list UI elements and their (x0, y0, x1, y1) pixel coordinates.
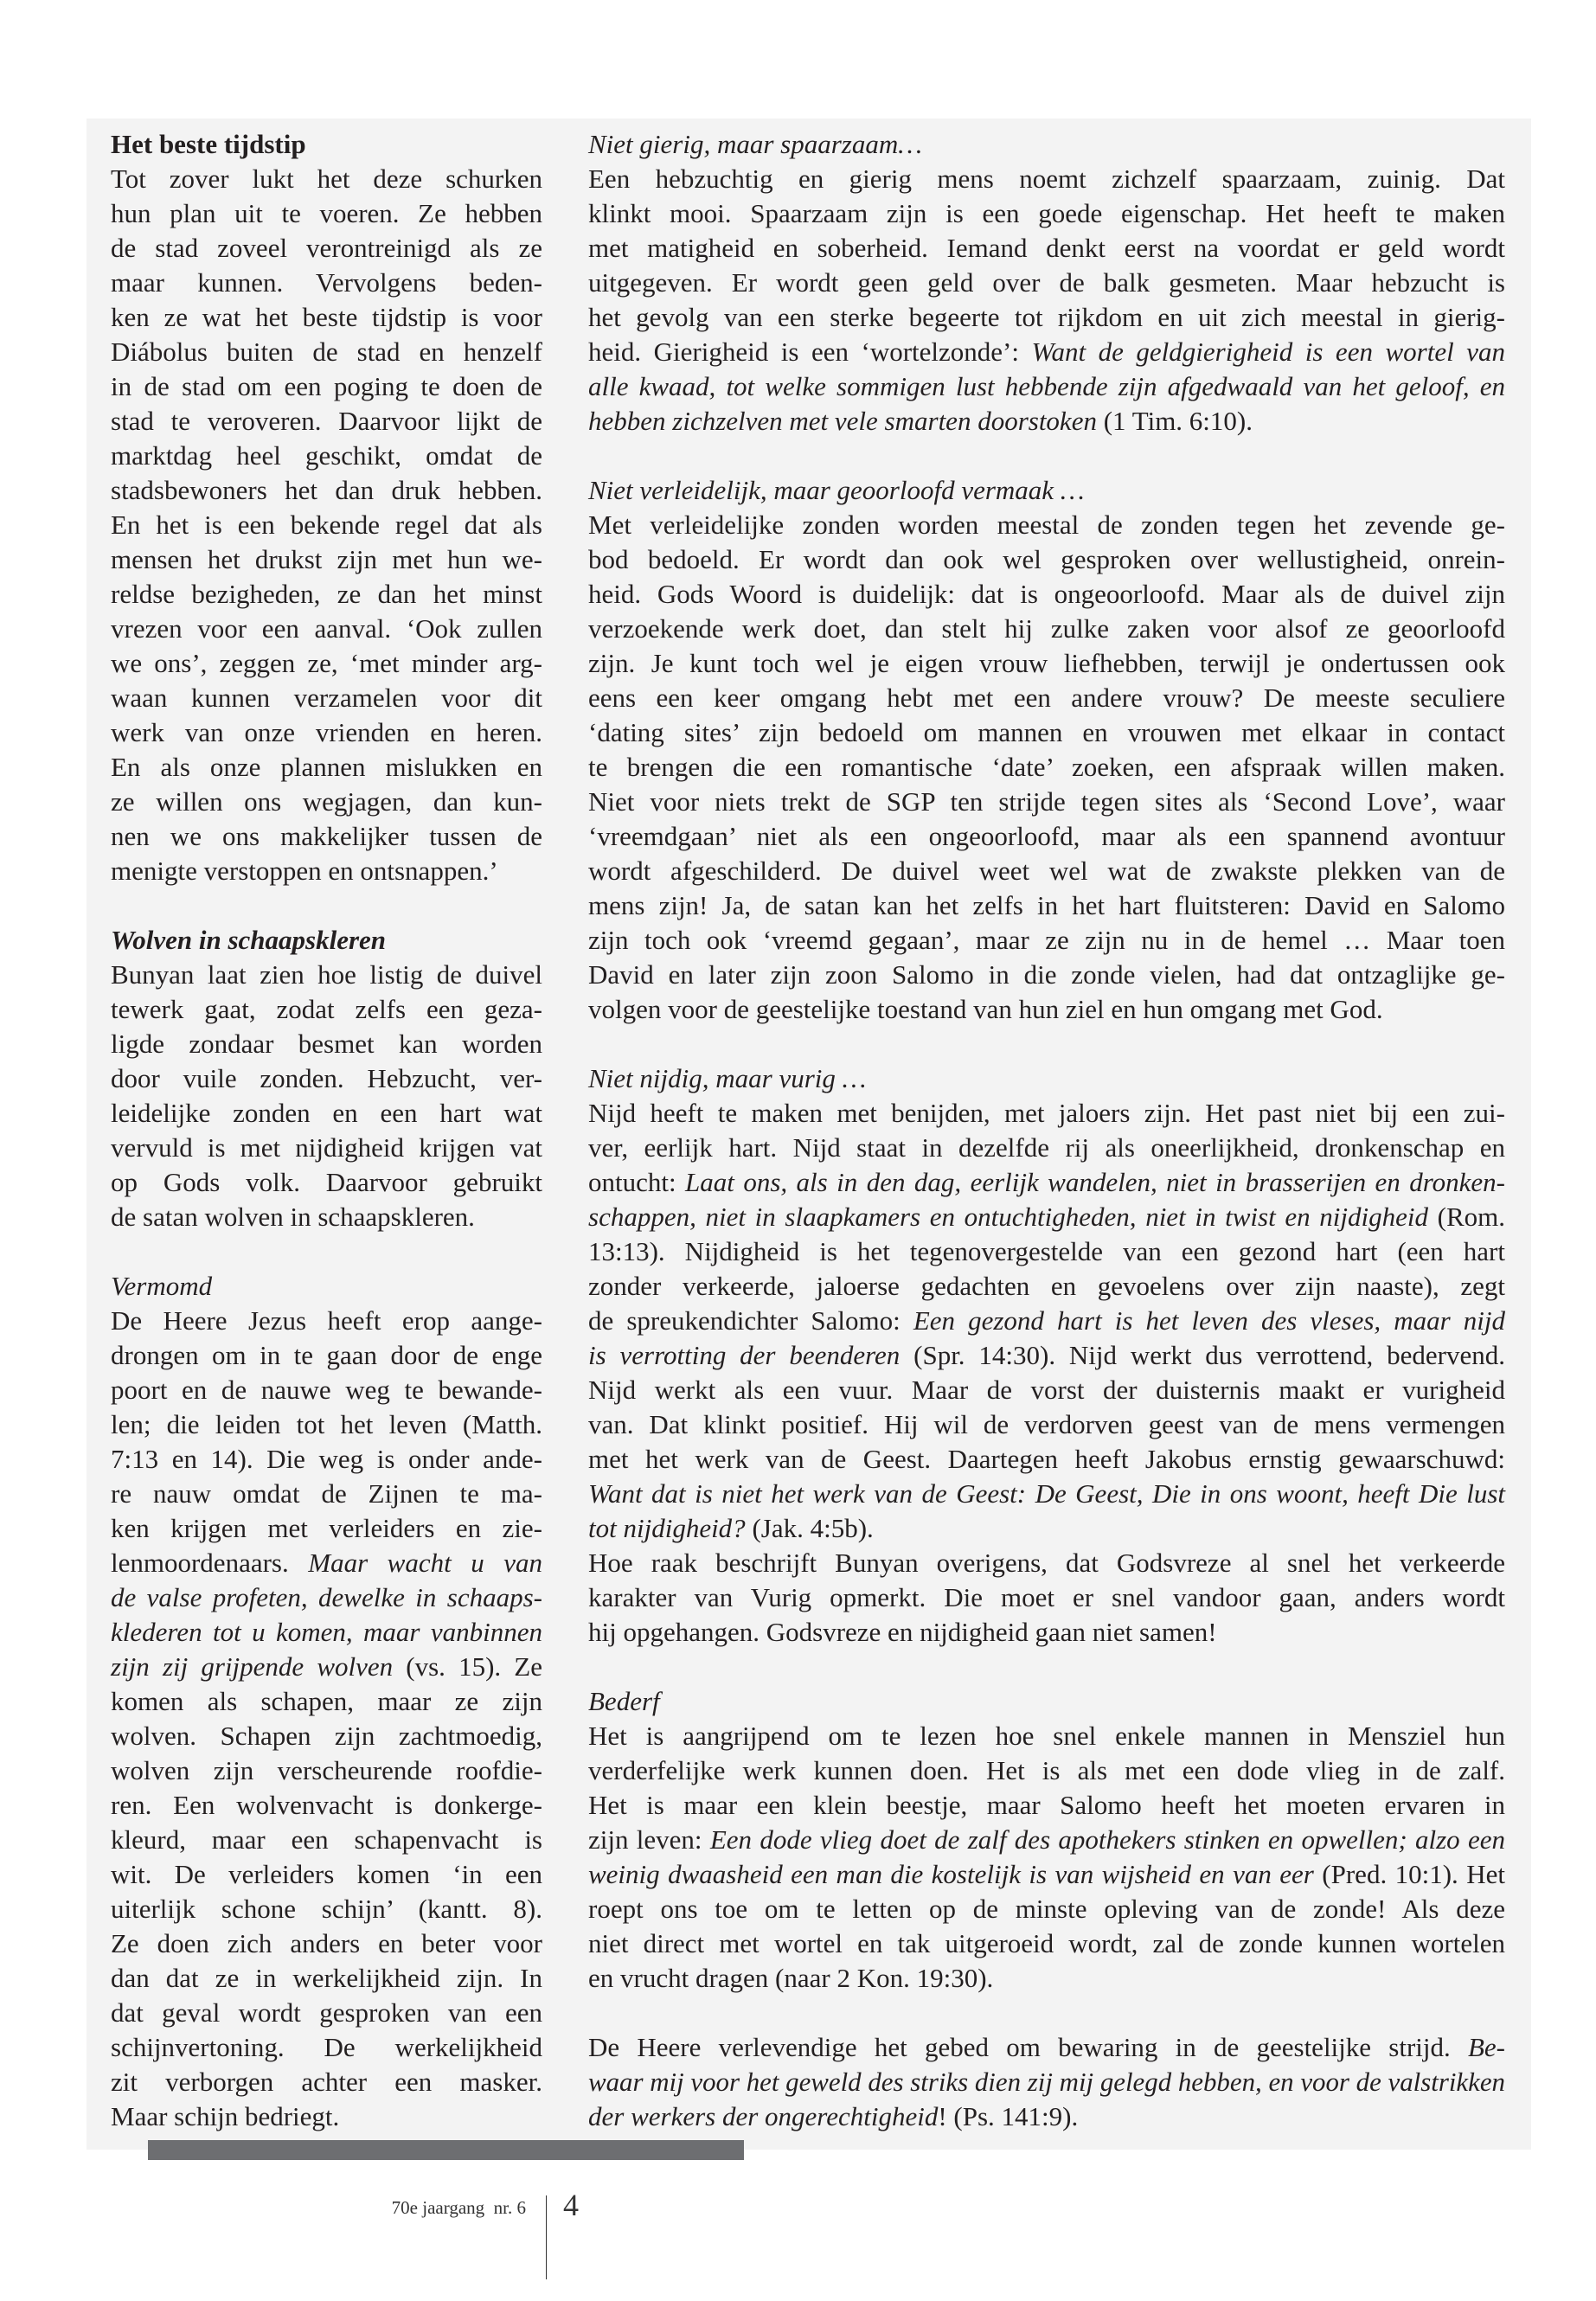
text-line: leidelijke zonden en een hart wat (111, 1098, 542, 1128)
text-line (588, 2030, 1505, 2065)
text-line: ver, eerlijk hart. Nijd staat in dezelfde rij als oneerlijkheid, dronkenschap en (588, 1132, 1505, 1163)
text-run: ! (Ps. 141:9). (938, 2101, 1079, 2131)
text-line: klinkt mooi. Spaarzaam zijn is een goede eigenschap. Het heeft te maken (588, 198, 1505, 228)
text-line: zonder verkeerde, jaloerse gedachten en gevoelens over zijn naaste), zegt (588, 1271, 1505, 1301)
scripture-quote: waar mij voor het geweld des striks dien zij mij gelegd hebben, en voor de valstrikken (588, 2067, 1505, 2097)
page-number: 4 (563, 2188, 579, 2222)
text-line: van. Dat klinkt positief. Hij wil de verdorven geest van de mens vermengen (588, 1409, 1505, 1439)
text-line (588, 1304, 1505, 1338)
scripture-quote: schappen, niet in slaapkamers en ontuchtigheden, niet in twist en nijdigheid (588, 1202, 1428, 1232)
scripture-quote: Een gezond hart is het leven des vleses, maar nijd (913, 1305, 1505, 1336)
section-heading: Niet nijdig, maar vurig … (588, 1063, 867, 1093)
text-line: op Gods volk. Daarvoor gebruikt (111, 1167, 542, 1197)
text-run: (vs. 15). Ze (393, 1651, 542, 1682)
text-run: zijn leven: (588, 1824, 710, 1855)
text-line: drongen om in te gaan door de enge (111, 1340, 542, 1370)
text-line: met matigheid en soberheid. Iemand denkt eerst na voordat er geld wordt (588, 233, 1505, 263)
text-line (111, 1650, 542, 1684)
text-line: dat geval wordt gesproken van een (111, 1997, 542, 2028)
text-line (588, 1857, 1505, 1892)
scripture-quote: alle kwaad, tot welke sommigen lust hebbende zijn afgedwaald van het geloof, en (588, 371, 1505, 401)
text-line: poort en de nauwe weg te bewande- (111, 1375, 542, 1405)
text-line: waan kunnen verzamelen voor dit (111, 683, 542, 713)
section-heading: Niet gierig, maar spaarzaam… (588, 129, 922, 159)
text-line: ‘vreemdgaan’ niet als een ongeoorloofd, maar als een spannend avontuur (588, 821, 1505, 851)
paragraph-spacer (588, 1996, 1505, 2030)
text-run: (Rom. (1427, 1202, 1505, 1232)
text-line: ken krijgen met verleiders en zie- (111, 1513, 542, 1543)
text-line: kleurd, maar een schapenvacht is (111, 1824, 542, 1855)
text-line: Het is aangrijpend om te lezen hoe snel enkele mannen in Mensziel hun (588, 1721, 1505, 1751)
text-line: we ons’, zeggen ze, ‘met minder arg- (111, 648, 542, 678)
text-line (111, 1546, 542, 1580)
text-line: len; die leiden tot het leven (Matth. (111, 1409, 542, 1439)
text-line: Nijd werkt als een vuur. Maar de vorst der duisternis maakt er vurigheid (588, 1375, 1505, 1405)
scripture-quote: zijn zij grijpende wolven (111, 1651, 394, 1682)
text-line: Een hebzuchtig en gierig mens noemt zichzelf spaarzaam, zuinig. Dat (588, 163, 1505, 194)
text-line: de satan wolven in schaapskleren. (111, 1202, 475, 1232)
text-line: reldse bezigheden, ze dan het minst (111, 579, 542, 609)
text-line (588, 1338, 1505, 1373)
text-line: nen we ons makkelijker tussen de (111, 821, 542, 851)
paragraph-spacer (111, 888, 542, 923)
text-line: bod bedoeld. Er wordt dan ook wel gesproken over wellustigheid, onrein- (588, 544, 1505, 574)
text-line: En als onze plannen mislukken en (111, 752, 542, 782)
scripture-quote: Want de geldgierigheid is een wortel van (1031, 336, 1505, 367)
text-line: Tot zover lukt het deze schurken (111, 163, 542, 194)
text-line: ‘dating sites’ zijn bedoeld om mannen en vrouwen met elkaar in contact (588, 717, 1505, 747)
scripture-quote: klederen tot u komen, maar vanbinnen (111, 1617, 542, 1647)
text-line (588, 404, 1505, 439)
scripture-quote: Be- (1467, 2032, 1505, 2062)
text-line: vervuld is met nijdigheid krijgen vat (111, 1132, 542, 1163)
text-line (588, 2099, 1505, 2134)
text-line: heid. Gods Woord is duidelijk: dat is ongeoorloofd. Maar als de duivel zijn (588, 579, 1505, 609)
text-run: De Heere verlevendige het gebed om bewaring in de geestelijke strijd. (588, 2032, 1468, 2062)
text-line: ren. Een wolvenvacht is donkerge- (111, 1790, 542, 1820)
text-line: mens zijn! Ja, de satan kan het zelfs in het hart fluitsteren: David en Salomo (588, 890, 1505, 920)
text-line: En het is een bekende regel dat als (111, 510, 542, 540)
decorative-bar (148, 2140, 744, 2160)
text-line: ligde zondaar besmet kan worden (111, 1029, 542, 1059)
text-line: menigte verstoppen en ontsnappen.’ (111, 856, 498, 886)
text-line: stadsbewoners het dan druk hebben. (111, 475, 542, 505)
text-line: roept ons toe om te letten op de minste opleving van de zonde! Als deze (588, 1894, 1505, 1924)
text-line: verzoekende werk doet, dan stelt hij zulke zaken voor alsof ze geoorloofd (588, 613, 1505, 644)
text-run: de spreukendichter Salomo: (588, 1305, 913, 1336)
text-line: ze willen ons wegjagen, dan kun- (111, 786, 542, 817)
text-line (588, 2065, 1505, 2099)
scripture-quote: der werkers der ongerechtigheid (588, 2101, 939, 2131)
scripture-quote: Een dode vlieg doet de zalf des apothekers stinken en opwellen; alzo een (709, 1824, 1505, 1855)
text-line: hij opgehangen. Godsvreze en nijdigheid gaan niet samen! (588, 1617, 1217, 1647)
section-heading: Niet verleidelijk, maar geoorloofd vermaak … (588, 475, 1085, 505)
text-line (588, 335, 1505, 369)
paragraph-spacer (588, 439, 1505, 473)
text-line: Hoe raak beschrijft Bunyan overigens, dat Godsvreze al snel het verkeerde (588, 1548, 1505, 1578)
text-line: volgen voor de geestelijke toestand van hun ziel en hun omgang met God. (588, 994, 1383, 1024)
text-line: maar kunnen. Vervolgens beden- (111, 267, 542, 298)
section-heading: Het beste tijdstip (111, 129, 306, 159)
scripture-quote: de valse profeten, dewelke in schaaps- (111, 1582, 542, 1612)
text-line (111, 1580, 542, 1615)
text-line: hun plan uit te voeren. Ze hebben (111, 198, 542, 228)
text-line: mensen het drukst zijn met hun we- (111, 544, 542, 574)
text-line: te brengen die een romantische ‘date’ zoeken, een afspraak willen maken. (588, 752, 1505, 782)
right-column (588, 127, 1505, 2134)
text-run: (Pred. 10:1). Het (1313, 1859, 1505, 1889)
text-line: zit verborgen achter een masker. (111, 2067, 542, 2097)
text-line: Maar schijn bedriegt. (111, 2101, 340, 2131)
text-line: wordt afgeschilderd. De duivel weet wel wat de zwakste plekken van de (588, 856, 1505, 886)
scripture-quote: Want dat is niet het werk van de Geest: De Geest, Die in ons woont, heeft Die lust (588, 1478, 1505, 1509)
text-line: door vuile zonden. Hebzucht, ver- (111, 1063, 542, 1093)
text-line: Diábolus buiten de stad en henzelf (111, 336, 542, 367)
text-run: (Jak. 4:5b). (745, 1513, 874, 1543)
text-line: re nauw omdat de Zijnen te ma- (111, 1478, 542, 1509)
text-line (588, 1511, 1505, 1546)
paragraph-spacer (111, 1234, 542, 1269)
text-line: Met verleidelijke zonden worden meestal de zonden tegen het zevende ge- (588, 510, 1505, 540)
text-line (588, 1200, 1505, 1234)
text-line: stad te veroveren. Daarvoor lijkt de (111, 406, 542, 436)
scripture-quote: is verrotting der beenderen (588, 1340, 901, 1370)
scripture-quote: hebben zichzelven met vele smarten doorstoken (588, 406, 1097, 436)
text-line: de stad zoveel verontreinigd als ze (111, 233, 542, 263)
section-heading: Vermomd (111, 1271, 213, 1301)
section-heading: Bederf (588, 1686, 660, 1716)
section-heading: Wolven in schaapskleren (111, 925, 387, 955)
text-line: 7:13 en 14). Die weg is onder ande- (111, 1444, 542, 1474)
text-line: David en later zijn zoon Salomo in die zonde vielen, had dat ontzaglijke ge- (588, 959, 1505, 990)
issue-label: 70e jaargang nr. 6 (391, 2197, 526, 2218)
scripture-quote: tot nijdigheid? (588, 1513, 746, 1543)
text-line: vrezen voor een aanval. ‘Ook zullen (111, 613, 542, 644)
text-line: zijn. Je kunt toch wel je eigen vrouw liefhebben, terwijl je ondertussen ook (588, 648, 1505, 678)
text-line: werk van onze vrienden en heren. (111, 717, 542, 747)
text-run: (1 Tim. 6:10). (1096, 406, 1253, 436)
text-line: Nijd heeft te maken met benijden, met jaloers zijn. Het past niet bij een zui- (588, 1098, 1505, 1128)
text-line: niet direct met wortel en tak uitgeroeid wordt, zal de zonde kunnen wortelen (588, 1928, 1505, 1958)
scripture-quote: Laat ons, als in den dag, eerlijk wandelen, niet in brasserijen en dronken- (685, 1167, 1505, 1197)
text-run: heid. Gierigheid is een ‘wortelzonde’: (588, 336, 1032, 367)
text-run: lenmoordenaars. (111, 1548, 309, 1578)
text-line: 13:13). Nijdigheid is het tegenovergestelde van een gezond hart (een hart (588, 1236, 1505, 1266)
text-line: tewerk gaat, zodat zelfs een geza- (111, 994, 542, 1024)
text-line: karakter van Vurig opmerkt. Die moet er snel vandoor gaan, anders wordt (588, 1582, 1505, 1612)
text-line: Ze doen zich anders en beter voor (111, 1928, 542, 1958)
text-line: uiterlijk schone schijn’ (kantt. 8). (111, 1894, 542, 1924)
text-line: Niet voor niets trekt de SGP ten strijde tegen sites als ‘Second Love’, waar (588, 786, 1505, 817)
text-line: komen als schapen, maar ze zijn (111, 1686, 542, 1716)
text-line: wolven. Schapen zijn zachtmoedig, (111, 1721, 542, 1751)
text-run: ontucht: (588, 1167, 686, 1197)
left-column (111, 127, 542, 2134)
text-line (588, 1823, 1505, 1857)
text-line: wit. De verleiders komen ‘in een (111, 1859, 542, 1889)
text-line (588, 1477, 1505, 1511)
text-line: in de stad om een poging te doen de (111, 371, 542, 401)
text-line: ken ze wat het beste tijdstip is voor (111, 302, 542, 332)
text-line: het gevolg van een sterke begeerte tot rijkdom en uit zich meestal in gierig- (588, 302, 1505, 332)
footer-divider (546, 2195, 547, 2279)
text-line: schijnvertoning. De werkelijkheid (111, 2032, 542, 2062)
paragraph-spacer (588, 1650, 1505, 1684)
text-line: De Heere Jezus heeft erop aange- (111, 1305, 542, 1336)
text-line (111, 1615, 542, 1650)
paragraph-spacer (588, 1027, 1505, 1061)
scripture-quote: Maar wacht u van (308, 1548, 542, 1578)
text-line: wolven zijn verscheurende roofdie- (111, 1755, 542, 1785)
text-line: eens een keer omgang hebt met een andere vrouw? De meeste seculiere (588, 683, 1505, 713)
text-line: Bunyan laat zien hoe listig de duivel (111, 959, 542, 990)
text-line: en vrucht dragen (naar 2 Kon. 19:30). (588, 1963, 994, 1993)
text-line (588, 1165, 1505, 1200)
text-line: zijn toch ook ‘vreemd gegaan’, maar ze zijn nu in de hemel … Maar toen (588, 925, 1505, 955)
text-run: (Spr. 14:30). Nijd werkt dus verrottend, bedervend. (900, 1340, 1505, 1370)
text-line: dan dat ze in werkelijkheid zijn. In (111, 1963, 542, 1993)
text-line (588, 369, 1505, 404)
text-line: met het werk van de Geest. Daartegen heeft Jakobus ernstig gewaarschuwd: (588, 1444, 1505, 1474)
text-line: Het is maar een klein beestje, maar Salomo heeft het moeten ervaren in (588, 1790, 1505, 1820)
text-line: uitgegeven. Er wordt geen geld over de balk gesmeten. Maar hebzucht is (588, 267, 1505, 298)
text-line: marktdag heel geschikt, omdat de (111, 440, 542, 471)
scripture-quote: weinig dwaasheid een man die kostelijk is van wijsheid en van eer (588, 1859, 1314, 1889)
text-line: verderfelijke werk kunnen doen. Het is als met een dode vlieg in de zalf. (588, 1755, 1505, 1785)
